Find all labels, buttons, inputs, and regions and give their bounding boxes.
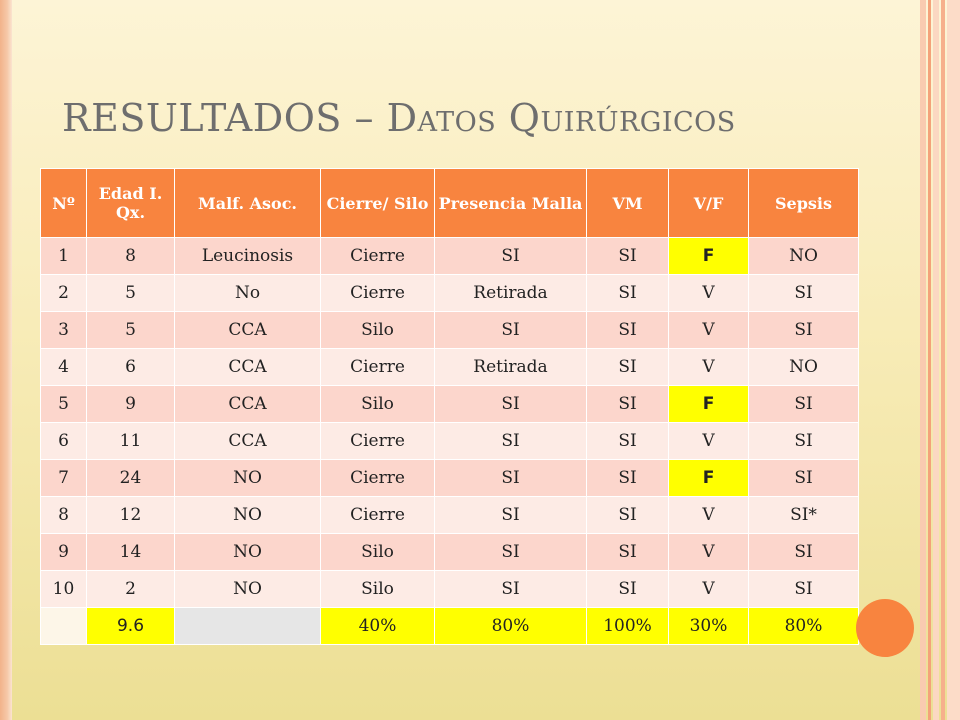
summary-cell-mean-age: 9.6: [87, 608, 175, 645]
table-cell: SI: [749, 275, 859, 312]
table-cell: NO: [175, 571, 321, 608]
table-cell: 7: [41, 460, 87, 497]
table-cell: SI: [587, 497, 669, 534]
table-cell: SI: [587, 238, 669, 275]
header-cell-vm: VM: [587, 169, 669, 238]
table-cell: 8: [41, 497, 87, 534]
header-cell-age: Edad I. Qx.: [87, 169, 175, 238]
table-cell: SI: [435, 312, 587, 349]
table-cell: 24: [87, 460, 175, 497]
table-cell: 1: [41, 238, 87, 275]
table-row: [41, 312, 859, 349]
table-cell: V: [669, 571, 749, 608]
header-cell-malformation: Malf. Asoc.: [175, 169, 321, 238]
table-cell: SI: [587, 312, 669, 349]
table-cell: Retirada: [435, 275, 587, 312]
table-row: [41, 423, 859, 460]
table-cell: Cierre: [321, 275, 435, 312]
table-cell: Cierre: [321, 460, 435, 497]
table-cell: SI: [435, 571, 587, 608]
table-cell-highlight: F: [669, 460, 749, 497]
table-cell: CCA: [175, 312, 321, 349]
table-cell: SI: [749, 312, 859, 349]
table-cell: 12: [87, 497, 175, 534]
table-cell: V: [669, 349, 749, 386]
table-cell: 5: [41, 386, 87, 423]
table-cell: 9: [87, 386, 175, 423]
table-cell: Cierre: [321, 423, 435, 460]
table-cell: 9: [41, 534, 87, 571]
header-cell-sepsis: Sepsis: [749, 169, 859, 238]
table-cell: SI: [587, 571, 669, 608]
table-cell: V: [669, 497, 749, 534]
summary-cell-empty: [41, 608, 87, 645]
table-cell: Cierre: [321, 238, 435, 275]
title-separator: –: [341, 96, 387, 140]
header-cell-vf: V/F: [669, 169, 749, 238]
table-cell: SI: [749, 386, 859, 423]
table-cell: Retirada: [435, 349, 587, 386]
table-cell: 5: [87, 312, 175, 349]
slide-title: [62, 96, 882, 140]
right-decorative-stripes: [920, 0, 960, 720]
table-cell: V: [669, 534, 749, 571]
summary-cell-sepsis-pct: 80%: [749, 608, 859, 645]
table-cell: SI: [435, 497, 587, 534]
table-cell: Leucinosis: [175, 238, 321, 275]
summary-cell-vm-pct: 100%: [587, 608, 669, 645]
summary-cell-silo-pct: 40%: [321, 608, 435, 645]
summary-cell-empty: [175, 608, 321, 645]
table-cell: Silo: [321, 312, 435, 349]
table-cell: 11: [87, 423, 175, 460]
table-cell: SI: [435, 386, 587, 423]
table-cell: 3: [41, 312, 87, 349]
left-decorative-border: [0, 0, 12, 720]
table-cell: 2: [87, 571, 175, 608]
table-cell: NO: [175, 534, 321, 571]
table-cell: 2: [41, 275, 87, 312]
table-cell: 6: [87, 349, 175, 386]
table-cell: SI: [587, 460, 669, 497]
table-cell: 5: [87, 275, 175, 312]
table-row: [41, 497, 859, 534]
table-row: [41, 275, 859, 312]
table-row: [41, 460, 859, 497]
table-cell: SI: [435, 460, 587, 497]
table-cell: CCA: [175, 423, 321, 460]
table-cell: V: [669, 423, 749, 460]
table-cell: SI: [587, 423, 669, 460]
decorative-circle: [856, 599, 914, 657]
table-cell: SI: [587, 534, 669, 571]
table-cell: Silo: [321, 386, 435, 423]
table-cell: Cierre: [321, 349, 435, 386]
table-cell: SI: [435, 423, 587, 460]
table-cell: CCA: [175, 349, 321, 386]
table-cell: SI: [749, 423, 859, 460]
table-cell-highlight: F: [669, 386, 749, 423]
table-cell: Silo: [321, 534, 435, 571]
header-cell-mesh: Presencia Malla: [435, 169, 587, 238]
summary-cell-vf-pct: 30%: [669, 608, 749, 645]
table-cell: 14: [87, 534, 175, 571]
table-cell: 4: [41, 349, 87, 386]
table-cell: Cierre: [321, 497, 435, 534]
table-cell: SI: [749, 534, 859, 571]
table-cell: CCA: [175, 386, 321, 423]
table-cell: SI: [749, 571, 859, 608]
table-cell: NO: [175, 497, 321, 534]
title-subtitle: Datos Quirúrgicos: [386, 96, 736, 140]
table-cell: SI: [749, 460, 859, 497]
table-row: [41, 571, 859, 608]
table-cell: No: [175, 275, 321, 312]
title-main: RESULTADOS: [62, 96, 342, 140]
summary-cell-mesh-pct: 80%: [435, 608, 587, 645]
table-row: [41, 349, 859, 386]
header-cell-num: Nº: [41, 169, 87, 238]
table-cell: V: [669, 312, 749, 349]
table-cell: SI: [435, 238, 587, 275]
table-cell: SI: [435, 534, 587, 571]
table-cell: NO: [749, 349, 859, 386]
header-cell-closure: Cierre/ Silo: [321, 169, 435, 238]
table-row: [41, 386, 859, 423]
table-row: [41, 238, 859, 275]
table-cell: 8: [87, 238, 175, 275]
surgical-data-table: [40, 168, 859, 645]
table-cell: SI: [587, 349, 669, 386]
table-cell: NO: [175, 460, 321, 497]
table-cell: SI: [587, 275, 669, 312]
table-row: [41, 534, 859, 571]
summary-row: [41, 608, 859, 645]
table-cell: 6: [41, 423, 87, 460]
table-cell: NO: [749, 238, 859, 275]
table-header-row: [41, 169, 859, 238]
table-cell: 10: [41, 571, 87, 608]
table-cell: SI*: [749, 497, 859, 534]
table-cell-highlight: F: [669, 238, 749, 275]
table-cell: SI: [587, 386, 669, 423]
table-cell: V: [669, 275, 749, 312]
table-cell: Silo: [321, 571, 435, 608]
